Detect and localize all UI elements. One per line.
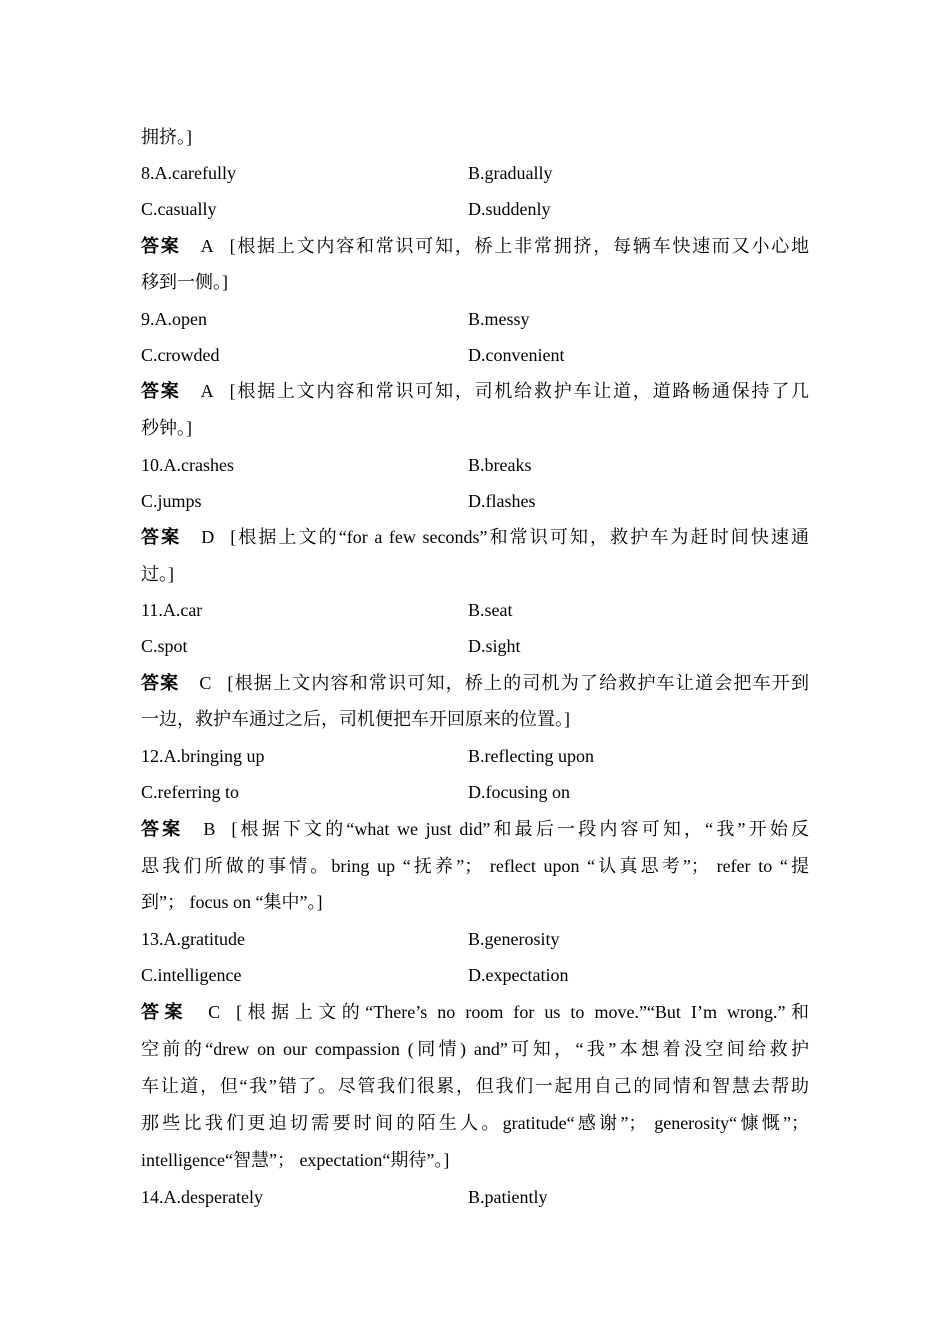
- answer-letter: C: [208, 1002, 221, 1022]
- option-a: 12.A.bringing up: [141, 746, 265, 766]
- option-a: 8.A.carefully: [141, 163, 236, 183]
- answer-explanation: [根据上文内容和常识可知，司机给救护车让道，道路畅通保持了几: [229, 381, 810, 401]
- question-9-options-ab: [141, 301, 809, 337]
- option-d: D.suddenly: [468, 199, 551, 219]
- text-line: 一边，救护车通过之后，司机便把车开回原来的位置。]: [141, 709, 570, 729]
- text-line: 移到一侧。]: [141, 272, 228, 292]
- option-b: B.gradually: [468, 163, 553, 183]
- question-13-options-ab: [141, 921, 809, 957]
- answer-letter: B: [203, 819, 216, 839]
- answer-11: [141, 665, 809, 701]
- option-c: C.intelligence: [141, 965, 242, 985]
- option-d: D.expectation: [468, 965, 569, 985]
- option-c: C.jumps: [141, 491, 202, 511]
- option-b: B.messy: [468, 309, 530, 329]
- question-8-options-ab: [141, 155, 809, 191]
- text-line: 车让道，但“我”错了。尽管我们很累，但我们一起用自己的同情和智慧去帮助: [141, 1076, 809, 1096]
- answer-10: [141, 519, 809, 555]
- option-c: C.spot: [141, 636, 188, 656]
- option-a: 11.A.car: [141, 600, 203, 620]
- text-line: 空前的“drew on our compassion (同情) and”可知，“我”本想着没空间给救护: [141, 1039, 809, 1059]
- answer-label: 答案: [141, 236, 181, 256]
- option-a: 10.A.crashes: [141, 455, 234, 475]
- option-d: D.sight: [468, 636, 521, 656]
- answer-9: [141, 373, 809, 409]
- answer-explanation: [根据上文的“There’s no room for us to move.”“But I’m wrong.”和: [236, 1002, 809, 1022]
- answer-letter: C: [199, 673, 212, 693]
- option-c: C.referring to: [141, 782, 239, 802]
- answer-label: 答案: [141, 819, 184, 839]
- answer-label: 答案: [141, 673, 180, 693]
- option-b: B.generosity: [468, 929, 560, 949]
- option-a: 14.A.desperately: [141, 1187, 263, 1207]
- answer-8: [141, 228, 809, 264]
- text-line: 到”； focus on “集中”。]: [141, 892, 323, 912]
- question-9-options-cd: [141, 337, 809, 373]
- answer-letter: D: [201, 527, 215, 547]
- answer-letter: A: [200, 381, 214, 401]
- text-line: 那些比我们更迫切需要时间的陌生人。gratitude“感谢”； generosity“慷慨”；: [141, 1113, 809, 1133]
- question-10-options-ab: [141, 447, 809, 483]
- option-b: B.seat: [468, 600, 513, 620]
- option-d: D.flashes: [468, 491, 536, 511]
- answer-explanation: [根据上文内容和常识可知，桥上非常拥挤，每辆车快速而又小心地: [229, 236, 810, 256]
- option-a: 9.A.open: [141, 309, 207, 329]
- text-line: 秒钟。]: [141, 418, 192, 438]
- question-10-options-cd: [141, 483, 809, 519]
- option-a: 13.A.gratitude: [141, 929, 245, 949]
- answer-explanation: [根据上文的“for a few seconds”和常识可知，救护车为赶时间快速通: [230, 527, 810, 547]
- option-d: D.focusing on: [468, 782, 570, 802]
- question-12-options-ab: [141, 738, 809, 774]
- question-14-options-ab: [141, 1179, 809, 1215]
- option-d: D.convenient: [468, 345, 565, 365]
- answer-13: [141, 994, 809, 1030]
- question-8-options-cd: [141, 191, 809, 227]
- answer-letter: A: [200, 236, 214, 256]
- option-b: B.reflecting upon: [468, 746, 594, 766]
- option-c: C.crowded: [141, 345, 220, 365]
- question-11-options-cd: [141, 628, 809, 664]
- option-b: B.patiently: [468, 1187, 548, 1207]
- answer-explanation: [根据上文内容和常识可知，桥上的司机为了给救护车让道会把车开到: [227, 673, 809, 693]
- answer-label: 答案: [141, 381, 181, 401]
- question-12-options-cd: [141, 774, 809, 810]
- answer-label: 答案: [141, 527, 182, 547]
- answer-explanation: [根据下文的“what we just did”和最后一段内容可知，“我”开始反: [231, 819, 810, 839]
- text-line: 思我们所做的事情。bring up “抚养”； reflect upon “认真思考”； refer to “提: [141, 856, 809, 876]
- answer-label: 答案: [141, 1002, 189, 1022]
- question-11-options-ab: [141, 592, 809, 628]
- option-b: B.breaks: [468, 455, 532, 475]
- option-c: C.casually: [141, 199, 217, 219]
- question-13-options-cd: [141, 957, 809, 993]
- text-line: intelligence“智慧”； expectation“期待”。]: [141, 1150, 450, 1170]
- text-line: 过。]: [141, 564, 174, 584]
- text-line: 拥挤。]: [141, 127, 192, 147]
- answer-12: [141, 811, 809, 847]
